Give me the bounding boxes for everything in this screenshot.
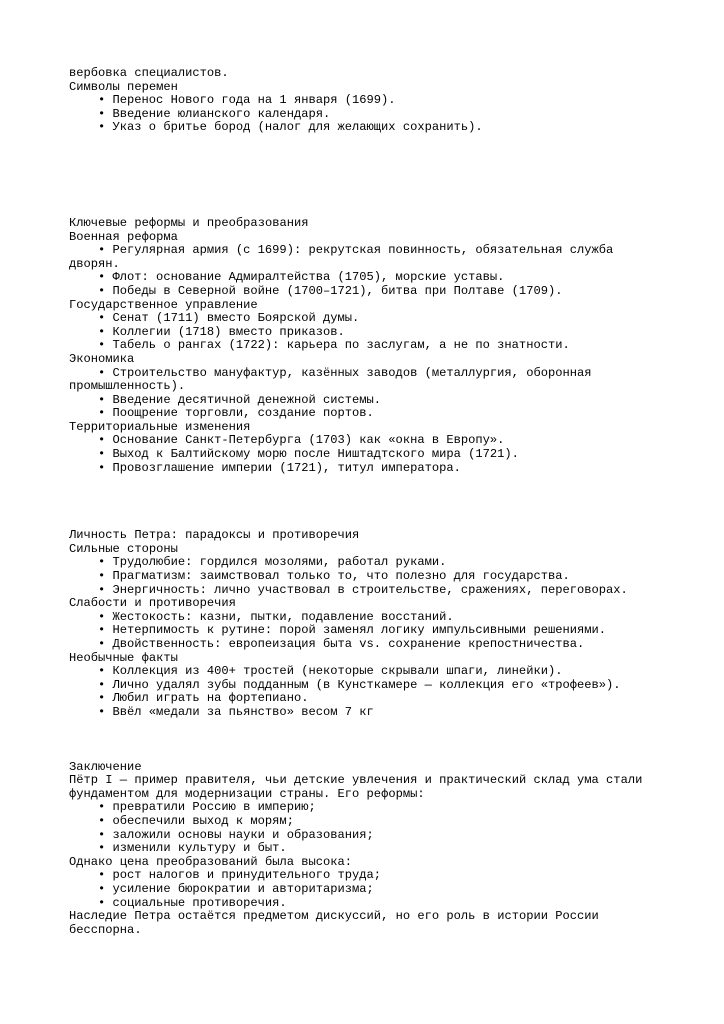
list-item: • Коллекция из 400+ тростей (некоторые скрывали шпаги, линейки). [69,665,669,679]
list-item: • Введение юлианского календаря. [69,108,669,122]
list-item: • усиление бюрократии и авторитаризма; [69,883,669,897]
list-item: • Любил играть на фортепиано. [69,692,669,706]
list-item: • Жестокость: казни, пытки, подавление восстаний. [69,611,669,625]
strong-heading: Сильные стороны [69,541,178,556]
military-list [69,244,669,298]
list-item: • Лично удалял зубы подданным (в Кунсткамере — коллекция его «трофеев»). [69,679,669,693]
list-item: • Регулярная армия (с 1699): рекрутская повинность, обязательная служба дворян. [69,244,669,271]
terr-heading: Территориальные изменения [69,419,251,434]
list-item: • изменили культуру и быт. [69,842,669,856]
terr-list [69,434,669,475]
personality-title: Личность Петра: парадоксы и противоречия [69,528,360,543]
continued-text: вербовка специалистов. [69,66,229,80]
weak-list [69,611,669,652]
econ-heading: Экономика [69,351,135,366]
econ-list [69,367,669,421]
costs-list [69,869,669,910]
gov-list [69,312,669,353]
list-item: • Основание Санкт-Петербурга (1703) как «окна в Европу». [69,434,669,448]
list-item: • Нетерпимость к рутине: порой заменял логику импульсивными решениями. [69,624,669,638]
list-item: • Сенат (1711) вместо Боярской думы. [69,312,669,326]
list-item: • социальные противоречия. [69,897,669,911]
facts-heading: Необычные факты [69,650,178,665]
list-item: • Трудолюбие: гордился мозолями, работал руками. [69,556,669,570]
list-item: • Ввёл «медали за пьянство» весом 7 кг [69,706,669,720]
document-page [69,67,669,937]
symbols-heading: Символы перемен [69,79,178,94]
strong-list [69,556,669,597]
symbols-list [69,94,669,135]
cost-intro: Однако цена преобразований была высока: [69,854,353,869]
list-item: • Перенос Нового года на 1 января (1699). [69,94,669,108]
list-item: • превратили Россию в империю; [69,801,669,815]
list-item: • Флот: основание Адмиралтейства (1705), морские уставы. [69,271,669,285]
list-item: • Энергичность: лично участвовал в строительстве, сражениях, переговорах. [69,584,669,598]
facts-list [69,665,669,719]
list-item: • Введение десятичной денежной системы. [69,394,669,408]
list-item: • Прагматизм: заимствовал только то, что полезно для государства. [69,570,669,584]
list-item: • Победы в Северной войне (1700–1721), битва при Полтаве (1709). [69,285,669,299]
list-item: • Двойственность: европеизация быта vs. сохранение крепостничества. [69,638,669,652]
list-item: • обеспечили выход к морям; [69,815,669,829]
list-item: • Коллегии (1718) вместо приказов. [69,326,669,340]
list-item: • Табель о рангах (1722): карьера по заслугам, а не по знатности. [69,339,669,353]
list-item: • Строительство мануфактур, казённых заводов (металлургия, оборонная промышленность). [69,367,669,394]
reforms-title: Ключевые реформы и преобразования [69,215,309,230]
list-item: • Выход к Балтийскому морю после Ништадтского мира (1721). [69,448,669,462]
military-heading: Военная реформа [69,229,178,244]
gov-heading: Государственное управление [69,297,258,312]
conclusion-final: Наследие Петра остаётся предметом дискуссий, но его роль в истории России бесспорна. [69,909,607,937]
list-item: • Поощрение торговли, создание портов. [69,407,669,421]
list-item: • Указ о бритье бород (налог для желающих сохранить). [69,121,669,135]
weak-heading: Слабости и противоречия [69,596,236,611]
conclusion-title: Заключение [69,759,142,774]
list-item: • рост налогов и принудительного труда; [69,869,669,883]
results-list [69,801,669,855]
list-item: • заложили основы науки и образования; [69,829,669,843]
list-item: • Провозглашение империи (1721), титул императора. [69,462,669,476]
conclusion-intro: Пётр I — пример правителя, чьи детские увлечения и практический склад ума стали фундаментом для модернизации страны. Его реформы: [69,773,650,801]
